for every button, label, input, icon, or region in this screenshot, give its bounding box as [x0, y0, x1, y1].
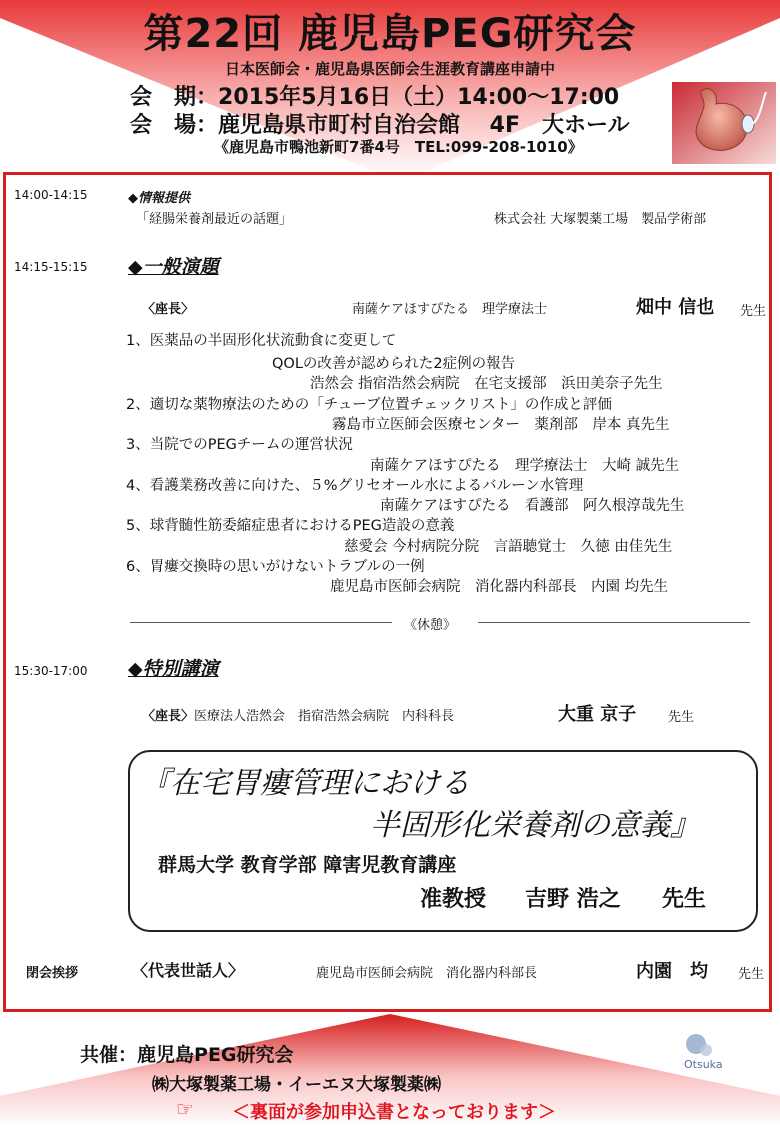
lecture-speaker-position: 准教授 — [420, 887, 487, 912]
session2-heading: ◆一般演題 — [128, 256, 219, 278]
talk-4-speaker: 南薩ケアほすぴたる 看護部 阿久根淳哉先生 — [380, 498, 685, 514]
date-value: 2015年5月16日（土）14:00～17:00 — [218, 85, 620, 110]
talk-5-title: 5、球背髄性筋委縮症患者におけるPEG造設の意義 — [126, 518, 455, 534]
session2-time: 14:15-15:15 — [14, 260, 88, 274]
talk-3-title: 3、当院でのPEGチームの運営状況 — [126, 437, 353, 453]
session1-heading: ◆情報提供 — [128, 191, 190, 206]
break-rule-right — [478, 622, 750, 623]
session2-chair-label: 〈座長〉 — [142, 302, 195, 317]
session2-chair-suffix: 先生 — [740, 304, 767, 319]
talk-1-title-line2: QOLの改善が認められた2症例の報告 — [272, 356, 516, 372]
lecture-speaker-name: 吉野 浩之 — [525, 887, 621, 912]
lecture-speaker-suffix: 先生 — [662, 887, 707, 912]
talk-1-title: 1、医薬品の半固形化状流動食に変更して — [126, 333, 397, 349]
closing-name: 内園 均 — [636, 961, 708, 982]
stomach-illustration — [672, 82, 776, 164]
lecture-speaker-affil: 群馬大学 教育学部 障害児教育講座 — [158, 854, 457, 876]
talk-3-speaker: 南薩ケアほすぴたる 理学療法士 大崎 誠先生 — [370, 458, 680, 474]
talk-1-speaker: 浩然会 指宿浩然会病院 在宅支援部 浜田美奈子先生 — [310, 376, 663, 392]
session3-chair-name: 大重 京子 — [558, 704, 637, 725]
venue-value: 鹿児島県市町村自治会館 4F 大ホール — [218, 113, 630, 138]
venue-row — [130, 108, 630, 139]
talk-2-speaker: 霧島市立医師会医療センター 薬剤部 岸本 真先生 — [332, 417, 670, 433]
lecture-title-line2: 半固形化栄養剤の意義』 — [370, 808, 700, 843]
session2-chair-affil: 南薩ケアほすぴたる 理学療法士 — [352, 302, 548, 317]
talk-6-speaker: 鹿児島市医師会病院 消化器内科部長 内園 均先生 — [330, 579, 669, 595]
back-page-note: ＜裏面が参加申込書となっております＞ — [232, 1102, 556, 1123]
closing-role: 〈代表世話人〉 — [132, 961, 245, 980]
talk-2-title: 2、適切な薬物療法のための「チューブ位置チェックリスト」の作成と評価 — [126, 397, 612, 413]
session3-chair-suffix: 先生 — [668, 710, 695, 725]
talk-4-title: 4、看護業務改善に向けた、５%グリセオール水によるバルーン水管理 — [126, 478, 584, 494]
session3-time: 15:30-17:00 — [14, 664, 88, 678]
session2-chair-name: 畑中 信也 — [636, 297, 715, 318]
lecture-title-line1: 『在宅胃瘻管理における — [140, 766, 470, 801]
closing-label: 閉会挨拶 — [26, 966, 79, 981]
session1-presenter: 株式会社 大塚製薬工場 製品学術部 — [494, 212, 707, 227]
venue-label: 会 場： — [130, 113, 219, 138]
talk-6-title: 6、胃瘻交換時の思いがけないトラブルの一例 — [126, 559, 425, 575]
otsuka-logo-text: Otsuka — [684, 1058, 723, 1071]
break-rule-left — [130, 622, 392, 623]
address: 《鹿児島市鴨池新町7番4号 TEL:099-208-1010》 — [214, 138, 583, 156]
cohost-row — [80, 1040, 294, 1067]
date-label: 会 期： — [130, 85, 219, 110]
subtitle: 日本医師会・鹿児島県医師会生涯教育講座申請中 — [224, 60, 555, 78]
cohost-label: 共催： — [80, 1044, 138, 1066]
session1-topic: 「経腸栄養剤最近の話題」 — [136, 212, 293, 227]
session3-chair-label: 〈座長〉 — [142, 709, 195, 724]
break-label: 《休憩》 — [404, 618, 457, 633]
session3-chair-affil: 医療法人浩然会 指宿浩然会病院 内科科長 — [194, 709, 455, 724]
cohost-2: ㈱大塚製薬工場・イーエヌ大塚製薬㈱ — [152, 1075, 441, 1095]
session3-heading: ◆特別講演 — [128, 658, 219, 680]
session3-chair-row — [142, 705, 454, 724]
closing-suffix: 先生 — [738, 967, 765, 982]
session1-time: 14:00-14:15 — [14, 188, 88, 202]
cohost-1: 鹿児島PEG研究会 — [137, 1044, 294, 1066]
closing-affil: 鹿児島市医師会病院 消化器内科部長 — [316, 966, 538, 981]
date-row — [130, 80, 619, 111]
pointing-hand-icon: ☞ — [176, 1097, 194, 1121]
talk-5-speaker: 慈愛会 今村病院分院 言語聴覚士 久徳 由佳先生 — [344, 539, 673, 555]
page-title: 第22回 鹿児島PEG研究会 — [143, 11, 637, 57]
